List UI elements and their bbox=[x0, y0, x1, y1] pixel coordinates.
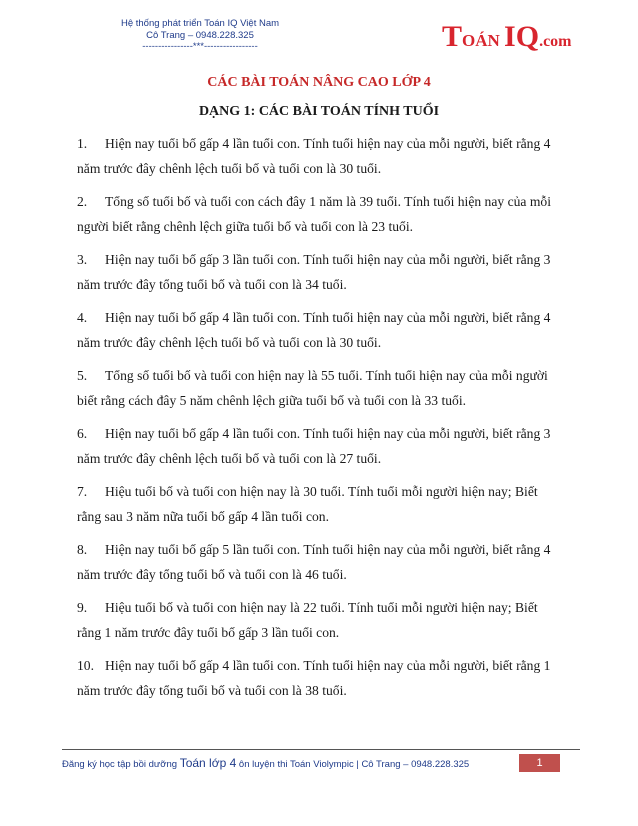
logo-t: T bbox=[442, 20, 463, 53]
problem-item bbox=[77, 537, 561, 587]
problem-text: Tổng số tuổi bố và tuổi con hiện nay là 55 tuổi. Tính tuổi hiện nay của mỗi người biết rằng cách đây 5 năm chênh lệch giữa tuổi bố và tuổi con là 33 tuổi. bbox=[77, 368, 548, 408]
problem-text: Hiện nay tuổi bố gấp 5 lần tuổi con. Tính tuổi hiện nay của mỗi người, biết rằng 4 năm trước đây tổng tuổi bố và tuổi con là 46 tuổi. bbox=[77, 542, 551, 582]
problem-number: 10. bbox=[77, 658, 94, 673]
page-title: CÁC BÀI TOÁN NÂNG CAO LỚP 4 bbox=[207, 75, 431, 90]
page-number: 1 bbox=[519, 754, 560, 772]
problem-item bbox=[77, 363, 561, 413]
section-subtitle: DẠNG 1: CÁC BÀI TOÁN TÍNH TUỔI bbox=[198, 104, 440, 119]
problem-number: 2. bbox=[77, 194, 88, 209]
header-org: Hệ thống phát triển Toán IQ Việt Nam bbox=[120, 18, 280, 29]
problem-item bbox=[77, 421, 561, 471]
problem-text: Hiện nay tuổi bố gấp 4 lần tuổi con. Tính tuổi hiện nay của mỗi người, biết rằng 4 năm trước đây chênh lệch tuổi bố và tuổi con là 30 tuổi. bbox=[77, 136, 551, 176]
logo-oan: OÁN bbox=[462, 31, 505, 50]
problem-item bbox=[77, 131, 561, 181]
header-org-block bbox=[110, 18, 290, 53]
problem-number: 8. bbox=[77, 542, 88, 557]
problem-list bbox=[77, 131, 561, 711]
problem-number: 4. bbox=[77, 310, 88, 325]
logo-iq: IQ bbox=[504, 20, 540, 53]
problem-item bbox=[77, 653, 561, 703]
footer-divider bbox=[62, 749, 580, 750]
problem-number: 5. bbox=[77, 368, 88, 383]
problem-text: Hiệu tuổi bố và tuổi con hiện nay là 30 tuổi. Tính tuổi mỗi người hiện nay; Biết rằng sau 3 năm nữa tuổi bố gấp 4 lần tuổi con. bbox=[77, 484, 538, 524]
problem-number: 7. bbox=[77, 484, 88, 499]
header-contact: Cô Trang – 0948.228.325 bbox=[146, 29, 254, 41]
problem-item bbox=[77, 479, 561, 529]
problem-number: 1. bbox=[77, 136, 88, 151]
logo-com: .com bbox=[539, 33, 572, 50]
toaniq-logo bbox=[442, 20, 572, 54]
header-decoration: ----------------***----------------- bbox=[142, 41, 258, 52]
problem-text: Hiện nay tuổi bố gấp 4 lần tuổi con. Tính tuổi hiện nay của mỗi người, biết rằng 3 năm trước đây chênh lệch tuổi bố và tuổi con là 27 tuổi. bbox=[77, 426, 551, 466]
problem-text: Hiện nay tuổi bố gấp 3 lần tuổi con. Tính tuổi hiện nay của mỗi người, biết rằng 3 năm trước đây tổng tuổi bố và tuổi con là 34 tuổi. bbox=[77, 252, 551, 292]
problem-text: Tổng số tuổi bố và tuổi con cách đây 1 năm là 39 tuổi. Tính tuổi hiện nay của mỗi người biết rằng chênh lệch giữa tuổi bố và tuổi con là 23 tuổi. bbox=[77, 194, 551, 234]
problem-item bbox=[77, 595, 561, 645]
problem-text: Hiện nay tuổi bố gấp 4 lần tuổi con. Tính tuổi hiện nay của mỗi người, biết rằng 4 năm trước đây chênh lệch tuổi bố và tuổi con là 30 tuổi. bbox=[77, 310, 551, 350]
problem-item bbox=[77, 247, 561, 297]
problem-number: 9. bbox=[77, 600, 88, 615]
problem-text: Hiện nay tuổi bố gấp 4 lần tuổi con. Tính tuổi hiện nay của mỗi người, biết rằng 1 năm trước đây tổng tuổi bố và tuổi con là 38 tuổi. bbox=[77, 658, 551, 698]
problem-item bbox=[77, 305, 561, 355]
footer-emphasis: Toán lớp 4 bbox=[179, 756, 237, 770]
footer-prefix: Đăng ký học tập bồi dưỡng bbox=[62, 759, 180, 770]
footer-text bbox=[62, 756, 469, 770]
problem-number: 3. bbox=[77, 252, 88, 267]
problem-item bbox=[77, 189, 561, 239]
problem-number: 6. bbox=[77, 426, 88, 441]
problem-text: Hiệu tuổi bố và tuổi con hiện nay là 22 tuổi. Tính tuổi mỗi người hiện nay; Biết rằng 1 năm trước đây tuổi bố gấp 3 lần tuổi con. bbox=[77, 600, 538, 640]
footer-suffix: ôn luyện thi Toán Violympic | Cô Trang – 0948.228.325 bbox=[236, 759, 470, 770]
